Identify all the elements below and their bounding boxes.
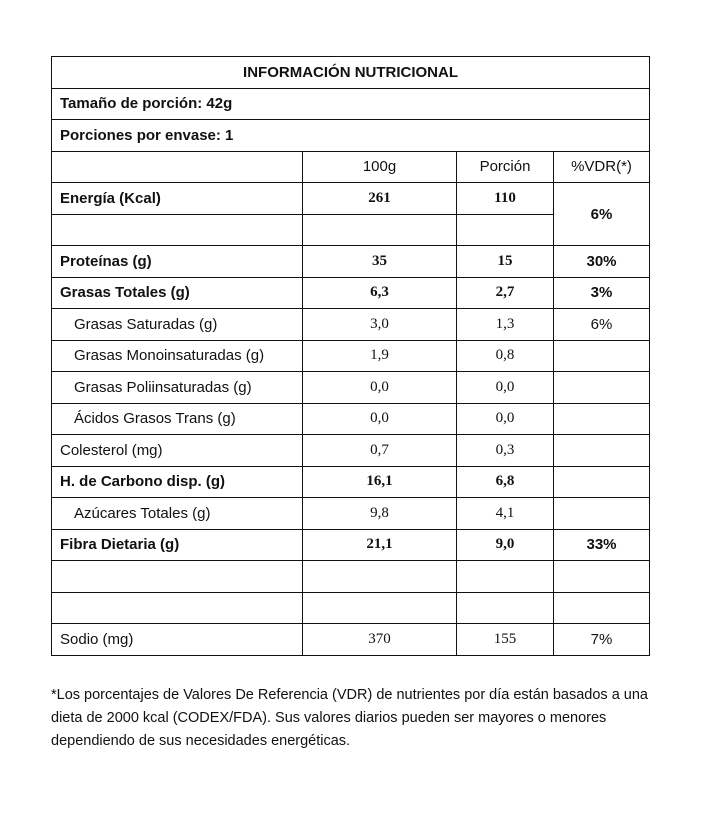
portions-per-pack-row bbox=[52, 120, 650, 152]
empty-cell bbox=[457, 214, 554, 246]
row-per100: 6,3 bbox=[303, 277, 457, 309]
empty-cell bbox=[457, 561, 554, 593]
table-title: INFORMACIÓN NUTRICIONAL bbox=[52, 57, 650, 89]
empty-cell bbox=[303, 592, 457, 624]
title-row bbox=[52, 57, 650, 89]
empty-cell bbox=[554, 435, 650, 467]
empty-cell bbox=[554, 372, 650, 404]
header-row bbox=[52, 151, 650, 183]
row-label: H. de Carbono disp. (g) bbox=[52, 466, 303, 498]
empty-cell bbox=[554, 340, 650, 372]
empty-cell bbox=[554, 561, 650, 593]
row-portion: 15 bbox=[457, 246, 554, 278]
row-per100: 0,0 bbox=[303, 403, 457, 435]
row-vdr: 6% bbox=[554, 183, 650, 246]
row-vdr: 33% bbox=[554, 529, 650, 561]
header-empty bbox=[52, 151, 303, 183]
empty-cell bbox=[554, 498, 650, 530]
row-portion: 1,3 bbox=[457, 309, 554, 341]
table-row-saturadas bbox=[52, 309, 650, 341]
row-vdr: 7% bbox=[554, 624, 650, 656]
row-portion: 4,1 bbox=[457, 498, 554, 530]
row-label: Grasas Saturadas (g) bbox=[52, 309, 303, 341]
empty-cell bbox=[554, 403, 650, 435]
row-per100: 261 bbox=[303, 183, 457, 215]
row-label: Grasas Monoinsaturadas (g) bbox=[52, 340, 303, 372]
row-per100: 0,7 bbox=[303, 435, 457, 467]
row-per100: 35 bbox=[303, 246, 457, 278]
row-per100: 9,8 bbox=[303, 498, 457, 530]
table-row-azucares bbox=[52, 498, 650, 530]
table-row-grasas bbox=[52, 277, 650, 309]
empty-cell bbox=[52, 214, 303, 246]
empty-cell bbox=[52, 592, 303, 624]
header-per100: 100g bbox=[303, 151, 457, 183]
footnote: *Los porcentajes de Valores De Referencia (VDR) de nutrientes por día están basados a una dieta de 2000 kcal (CODEX/FDA). Sus valores diarios pueden ser mayores o menores dependiendo de sus necesidades energéticas. bbox=[51, 687, 648, 749]
table-row-colesterol bbox=[52, 435, 650, 467]
table-row-empty bbox=[52, 561, 650, 593]
header-vdr: %VDR(*) bbox=[554, 151, 650, 183]
empty-cell bbox=[457, 592, 554, 624]
row-portion: 9,0 bbox=[457, 529, 554, 561]
row-portion: 0,8 bbox=[457, 340, 554, 372]
portions-per-pack: Porciones por envase: 1 bbox=[52, 120, 650, 152]
row-per100: 21,1 bbox=[303, 529, 457, 561]
row-portion: 2,7 bbox=[457, 277, 554, 309]
row-portion: 0,3 bbox=[457, 435, 554, 467]
row-per100: 3,0 bbox=[303, 309, 457, 341]
table-row-proteinas bbox=[52, 246, 650, 278]
empty-cell bbox=[52, 561, 303, 593]
row-portion: 155 bbox=[457, 624, 554, 656]
row-label: Sodio (mg) bbox=[52, 624, 303, 656]
row-portion: 6,8 bbox=[457, 466, 554, 498]
row-per100: 370 bbox=[303, 624, 457, 656]
table-row-trans bbox=[52, 403, 650, 435]
row-label: Colesterol (mg) bbox=[52, 435, 303, 467]
table-row-energia bbox=[52, 183, 650, 215]
row-label: Azúcares Totales (g) bbox=[52, 498, 303, 530]
row-label: Energía (Kcal) bbox=[52, 183, 303, 215]
row-label: Ácidos Grasos Trans (g) bbox=[52, 403, 303, 435]
row-label: Grasas Poliinsaturadas (g) bbox=[52, 372, 303, 404]
row-per100: 16,1 bbox=[303, 466, 457, 498]
row-label: Grasas Totales (g) bbox=[52, 277, 303, 309]
table-row-empty bbox=[52, 592, 650, 624]
row-vdr: 6% bbox=[554, 309, 650, 341]
table-row-carbono bbox=[52, 466, 650, 498]
table-row-mono bbox=[52, 340, 650, 372]
empty-cell bbox=[303, 561, 457, 593]
portion-size: Tamaño de porción: 42g bbox=[52, 88, 650, 120]
empty-cell bbox=[554, 466, 650, 498]
empty-cell bbox=[303, 214, 457, 246]
header-portion: Porción bbox=[457, 151, 554, 183]
portion-size-row bbox=[52, 88, 650, 120]
row-vdr: 3% bbox=[554, 277, 650, 309]
row-portion: 0,0 bbox=[457, 372, 554, 404]
row-portion: 0,0 bbox=[457, 403, 554, 435]
table-row-fibra bbox=[52, 529, 650, 561]
row-label: Fibra Dietaria (g) bbox=[52, 529, 303, 561]
table-row-poli bbox=[52, 372, 650, 404]
row-portion: 110 bbox=[457, 183, 554, 215]
nutrition-table bbox=[51, 56, 650, 656]
table-row-sodio bbox=[52, 624, 650, 656]
row-per100: 1,9 bbox=[303, 340, 457, 372]
row-per100: 0,0 bbox=[303, 372, 457, 404]
row-label: Proteínas (g) bbox=[52, 246, 303, 278]
row-vdr: 30% bbox=[554, 246, 650, 278]
empty-cell bbox=[554, 592, 650, 624]
